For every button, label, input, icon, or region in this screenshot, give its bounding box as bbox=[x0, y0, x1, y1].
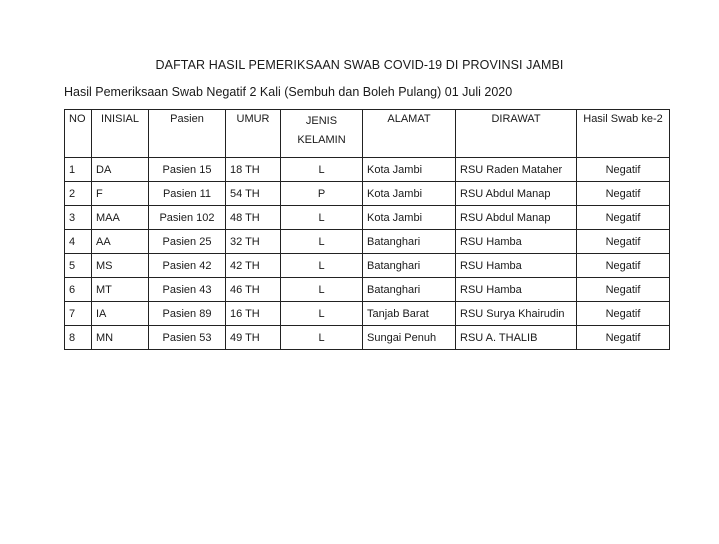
cell-umur: 54 TH bbox=[226, 182, 281, 206]
cell-hasil-swab: Negatif bbox=[577, 326, 670, 350]
cell-jenis-kelamin: L bbox=[281, 230, 363, 254]
table-header-row bbox=[65, 110, 670, 158]
cell-dirawat: RSU A. THALIB bbox=[456, 326, 577, 350]
table-body bbox=[65, 158, 670, 350]
cell-hasil-swab: Negatif bbox=[577, 230, 670, 254]
cell-dirawat: RSU Hamba bbox=[456, 254, 577, 278]
header-hasil-swab: Hasil Swab ke-2 bbox=[577, 110, 670, 158]
cell-inisial: F bbox=[92, 182, 149, 206]
document-title: DAFTAR HASIL PEMERIKSAAN SWAB COVID-19 DI PROVINSI JAMBI bbox=[155, 58, 564, 72]
table-row bbox=[65, 254, 670, 278]
table-row bbox=[65, 230, 670, 254]
cell-alamat: Batanghari bbox=[363, 254, 456, 278]
cell-dirawat: RSU Abdul Manap bbox=[456, 182, 577, 206]
cell-inisial: DA bbox=[92, 158, 149, 182]
cell-pasien: Pasien 42 bbox=[149, 254, 226, 278]
swab-results-table bbox=[64, 109, 670, 350]
cell-hasil-swab: Negatif bbox=[577, 158, 670, 182]
cell-umur: 18 TH bbox=[226, 158, 281, 182]
cell-no: 7 bbox=[65, 302, 92, 326]
cell-dirawat: RSU Abdul Manap bbox=[456, 206, 577, 230]
cell-umur: 16 TH bbox=[226, 302, 281, 326]
cell-umur: 42 TH bbox=[226, 254, 281, 278]
cell-pasien: Pasien 102 bbox=[149, 206, 226, 230]
cell-pasien: Pasien 15 bbox=[149, 158, 226, 182]
cell-inisial: AA bbox=[92, 230, 149, 254]
cell-inisial: IA bbox=[92, 302, 149, 326]
cell-inisial: MAA bbox=[92, 206, 149, 230]
cell-umur: 46 TH bbox=[226, 278, 281, 302]
table-row bbox=[65, 302, 670, 326]
cell-pasien: Pasien 53 bbox=[149, 326, 226, 350]
cell-inisial: MT bbox=[92, 278, 149, 302]
header-pasien: Pasien bbox=[149, 110, 226, 158]
header-umur: UMUR bbox=[226, 110, 281, 158]
cell-hasil-swab: Negatif bbox=[577, 278, 670, 302]
cell-no: 4 bbox=[65, 230, 92, 254]
header-no: NO bbox=[65, 110, 92, 158]
cell-umur: 32 TH bbox=[226, 230, 281, 254]
cell-pasien: Pasien 11 bbox=[149, 182, 226, 206]
cell-hasil-swab: Negatif bbox=[577, 302, 670, 326]
cell-no: 3 bbox=[65, 206, 92, 230]
cell-pasien: Pasien 43 bbox=[149, 278, 226, 302]
cell-hasil-swab: Negatif bbox=[577, 254, 670, 278]
header-alamat: ALAMAT bbox=[363, 110, 456, 158]
cell-jenis-kelamin: L bbox=[281, 206, 363, 230]
cell-jenis-kelamin: L bbox=[281, 158, 363, 182]
cell-dirawat: RSU Hamba bbox=[456, 230, 577, 254]
cell-dirawat: RSU Raden Mataher bbox=[456, 158, 577, 182]
header-jenis-line1: JENIS bbox=[305, 115, 338, 127]
cell-inisial: MS bbox=[92, 254, 149, 278]
cell-umur: 48 TH bbox=[226, 206, 281, 230]
cell-alamat: Kota Jambi bbox=[363, 206, 456, 230]
table-row bbox=[65, 206, 670, 230]
header-dirawat: DIRAWAT bbox=[456, 110, 577, 158]
cell-umur: 49 TH bbox=[226, 326, 281, 350]
cell-no: 8 bbox=[65, 326, 92, 350]
cell-alamat: Kota Jambi bbox=[363, 158, 456, 182]
header-jenis-line2: KELAMIN bbox=[297, 134, 346, 146]
cell-alamat: Batanghari bbox=[363, 278, 456, 302]
table-row bbox=[65, 182, 670, 206]
cell-alamat: Batanghari bbox=[363, 230, 456, 254]
table-row bbox=[65, 326, 670, 350]
cell-hasil-swab: Negatif bbox=[577, 182, 670, 206]
cell-no: 5 bbox=[65, 254, 92, 278]
cell-no: 2 bbox=[65, 182, 92, 206]
cell-dirawat: RSU Surya Khairudin bbox=[456, 302, 577, 326]
cell-no: 6 bbox=[65, 278, 92, 302]
cell-jenis-kelamin: P bbox=[281, 182, 363, 206]
cell-inisial: MN bbox=[92, 326, 149, 350]
table-row bbox=[65, 158, 670, 182]
cell-jenis-kelamin: L bbox=[281, 254, 363, 278]
cell-alamat: Kota Jambi bbox=[363, 182, 456, 206]
cell-jenis-kelamin: L bbox=[281, 326, 363, 350]
document-subtitle: Hasil Pemeriksaan Swab Negatif 2 Kali (Sembuh dan Boleh Pulang) 01 Juli 2020 bbox=[64, 85, 513, 99]
header-inisial: INISIAL bbox=[92, 110, 149, 158]
cell-dirawat: RSU Hamba bbox=[456, 278, 577, 302]
table-row bbox=[65, 278, 670, 302]
cell-pasien: Pasien 89 bbox=[149, 302, 226, 326]
cell-hasil-swab: Negatif bbox=[577, 206, 670, 230]
cell-alamat: Sungai Penuh bbox=[363, 326, 456, 350]
cell-jenis-kelamin: L bbox=[281, 302, 363, 326]
cell-alamat: Tanjab Barat bbox=[363, 302, 456, 326]
cell-no: 1 bbox=[65, 158, 92, 182]
header-jenis-kelamin bbox=[281, 110, 363, 158]
cell-pasien: Pasien 25 bbox=[149, 230, 226, 254]
cell-jenis-kelamin: L bbox=[281, 278, 363, 302]
